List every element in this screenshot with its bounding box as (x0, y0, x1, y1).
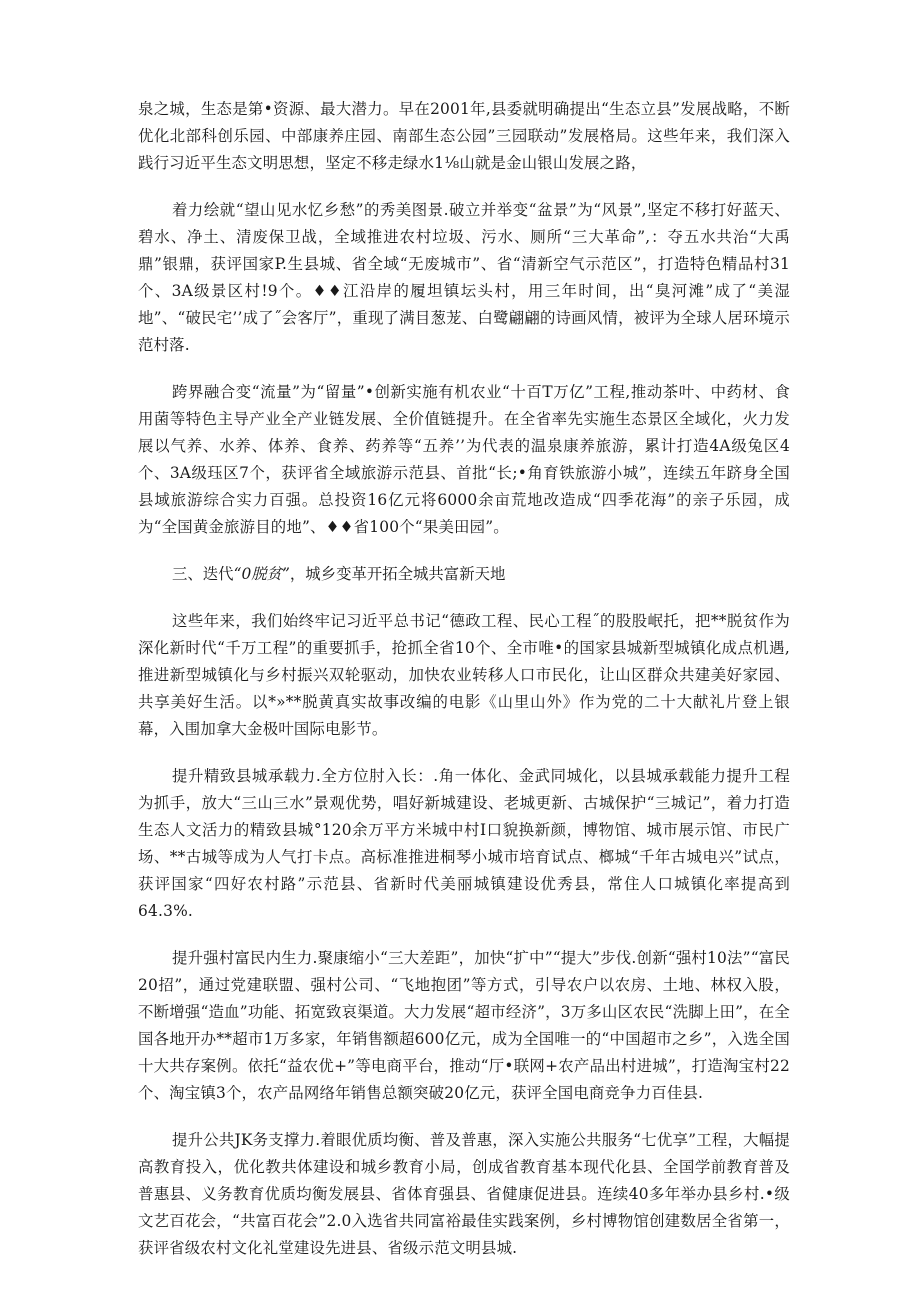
paragraph-tourism: 跨界融合变“流量”为“留量”•创新实施有机农业“十百T万亿”工程,推动茶叶、中药材、食用菌等特色主导产业全产业链发展、全价值链提升。在全省率先实施生态景区全域化，火力发展以气养、水养、体养、食养、药养等“五养’’为代表的温泉康养旅游，累计打造4A级兔区4个、3A级珏区7个，获评省全域旅游示范县、首批“长;•角育铁旅游小城”，连续五年跻身全国县域旅游综合实力百强。总投资16亿元将6000余亩荒地改造成“四季花海”的亲子乐园，成为“全国黄金旅游目的地”、♦♦省100个“果美田园”。 (138, 383, 790, 536)
paragraph-ecology-intro: 泉之城，生态是第•资源、最大潜力。早在2001年,县委就明确提出“生态立县”发展战略，不断优化北部科创乐园、中部康养庄园、南部生态公园”三园联动”发展格局。这些年来，我们深入践行习近平生态文明思想，坚定不移走绿水1⅛山就是金山银山发展之路， (138, 100, 790, 172)
section-heading-3 (138, 561, 790, 588)
paragraph-public-service: 提升公共JK务支撑力.着眼优质均衡、普及普惠，深入实施公共服务“七优享”工程，大幅提高教育投入，优化教共体建设和城乡教育小局，创成省教育基本现代化县、全国学前教育普及普惠县、义务教育优质均衡发展县、省体育强县、省健康促进县。连续40多年举办县乡村.•级文艺百花会，“共富百花会”2.0入选省共同富裕最佳实践案例，乡村博物馆创建数居全省第一，获评省级农村文化礼堂建设先进县、省级示范文明县城. (138, 1131, 790, 1257)
paragraph-poverty: 这些年来，我们始终牢记习近平总书记“德政工程、民心工程˝的股股岷托，把**脱贫作为深化新时代“千万工程”的重要抓手，抢抓全省10个、全市唯•的国家县城新型城镇化成点机遇,推进新型城镇化与乡村振兴双轮驱动，加快农业转移人口市民化，让山区群众共建美好家园、共享美好生活。以*»**脱黄真实故事改编的电影《山里山外》作为党的二十大献礼片登上银幕，入围加拿大金极叶国际电影节。 (138, 612, 790, 738)
paragraph-scenery: 着力绘就“望山见水忆乡愁”的秀美图景.破立并举变“盆景”为“风景”,坚定不移打好蓝天、碧水、净土、清废保卫战，全域推进农村垃圾、污水、厕所“三大革命”,：夺五水共治“大禹鼎”银鼎，获评国家P.生县城、省全域“无废城市”、省“清新空气示范区”，打造特色精品村31个、3A级景区村!9个。♦♦江沿岸的履坦镇坛头村，用三年时间，出“臭河滩”成了“美湿地”、“破民宅’’成了˝会客厅”，重现了满目葱茏、白鹭翩翩的诗画风情，被评为全球人居环境示范村落. (138, 201, 790, 354)
section-heading-emphasis: “0脱贫” (233, 565, 290, 583)
section-heading-prefix: 三、迭代 (172, 565, 234, 583)
paragraph-village-wealth: 提升强村富民内生力.聚康缩小“三大差距”，加快“扩中”“提大”步伐.创新“强村10法”“富民20招”，通过党建联盟、强村公司、“飞地抱团”等方式，引导农户以农房、土地、林权入股，不断增强“造血”功能、拓宽致哀渠道。大力发展“超市经济”，3万多山区农民“洗脚上田”，在全国各地开办**超市1万多家，年销售额超600亿元，成为全国唯一的“中国超市之乡”，入选全国十大共存案例。依托“益农优+”等电商平台，推动“厅•联网+农产品出村进城”，打造淘宝村22个、淘宝镇3个，农产品网络年销售总额突破20亿元，获评全国电商竞争力百佳县. (138, 949, 790, 1102)
paragraph-county-capacity: 提升精致县城承载力.全方位肘入长：.角一体化、金武同城化，以县城承载能力提升工程为抓手，放大“三山三水”景观优势，唱好新城建设、老城更新、古城保护“三城记”，着力打造生态人文活力的精致县城°120余万平方米城中村I口貌换新颜，博物馆、城市展示馆、市民广场、**古城等成为人气打卡点。高标准推进桐琴小城市培育试点、榔城“千年古城电兴”试点，获评国家“四好农村路”示范县、省新时代美丽城镇建设优秀县，常住人口城镇化率提高到64.3%. (138, 767, 790, 920)
section-heading-suffix: ，城乡变革开拓全城共富新天地 (289, 565, 506, 583)
document-page (138, 96, 790, 1282)
